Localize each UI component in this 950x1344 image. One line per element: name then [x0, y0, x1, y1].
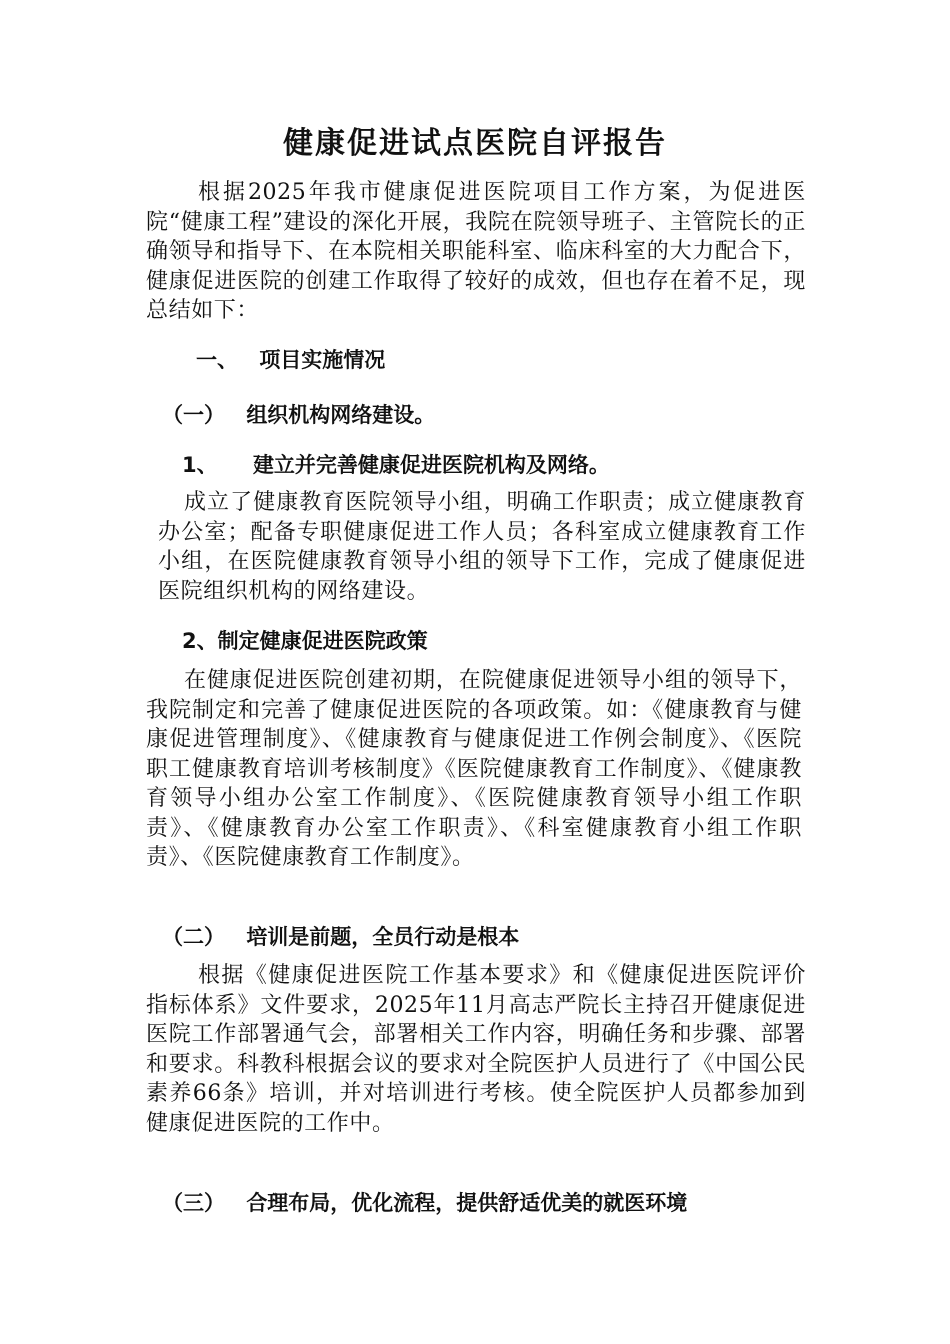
item-1-heading [182, 449, 610, 479]
subsection-2-title: 培训是前题，全员行动是根本 [246, 925, 520, 949]
subsection-3-heading [162, 1187, 687, 1217]
item-1-number: 1、 [182, 453, 218, 477]
intro-paragraph: 根据2025年我市健康促进医院项目工作方案，为促进医院“健康工程”建设的深化开展，我院在院领导班子、主管院长的正确领导和指导下、在本院相关职能科室、临床科室的大力配合下，健康促进医院的创建工作取得了较好的成效，但也存在着不足，现总结如下： [146, 180, 806, 323]
section-1-title: 项目实施情况 [259, 348, 386, 372]
item-1-title: 建立并完善健康促进医院机构及网络。 [252, 453, 610, 477]
subsection-3-number: （三） [162, 1191, 225, 1215]
subsection-2-heading [162, 921, 519, 951]
section-1-number: 一、 [196, 348, 238, 372]
item-1-body: 成立了健康教育医院领导小组，明确工作职责；成立健康教育办公室；配备专职健康促进工作人员；各科室成立健康教育工作小组，在医院健康教育领导小组的领导下工作，完成了健康促进医院组织机构的网络建设。 [158, 490, 806, 604]
item-2-heading: 2、制定健康促进医院政策 [182, 629, 428, 653]
subsection-2-number: （二） [162, 925, 225, 949]
subsection-1-number: （一） [162, 403, 225, 427]
subsection-2-body: 根据《健康促进医院工作基本要求》和《健康促进医院评价指标体系》文件要求，2025年11月高志严院长主持召开健康促进医院工作部署通气会，部署相关工作内容，明确任务和步骤、部署和要求。科教科根据会议的要求对全院医护人员进行了《中国公民素养66条》培训，并对培训进行考核。使全院医护人员都参加到健康促进医院的工作中。 [146, 963, 806, 1136]
subsection-3-title: 合理布局，优化流程，提供舒适优美的就医环境 [246, 1191, 688, 1215]
document-title: 健康促进试点医院自评报告 [283, 126, 667, 161]
subsection-1-title: 组织机构网络建设。 [246, 403, 436, 427]
item-2-body: 在健康促进医院创建初期，在院健康促进领导小组的领导下，我院制定和完善了健康促进医院的各项政策。如：《健康教育与健康促进管理制度》、《健康教育与健康促进工作例会制度》、《医院职工健康教育培训考核制度》《医院健康教育工作制度》、《健康教育领导小组办公室工作制度》、《医院健康教育领导小组工作职责》、《健康教育办公室工作职责》、《科室健康教育小组工作职责》、《医院健康教育工作制度》。 [146, 668, 802, 870]
subsection-1-heading [162, 399, 435, 429]
section-1-heading [196, 344, 385, 374]
